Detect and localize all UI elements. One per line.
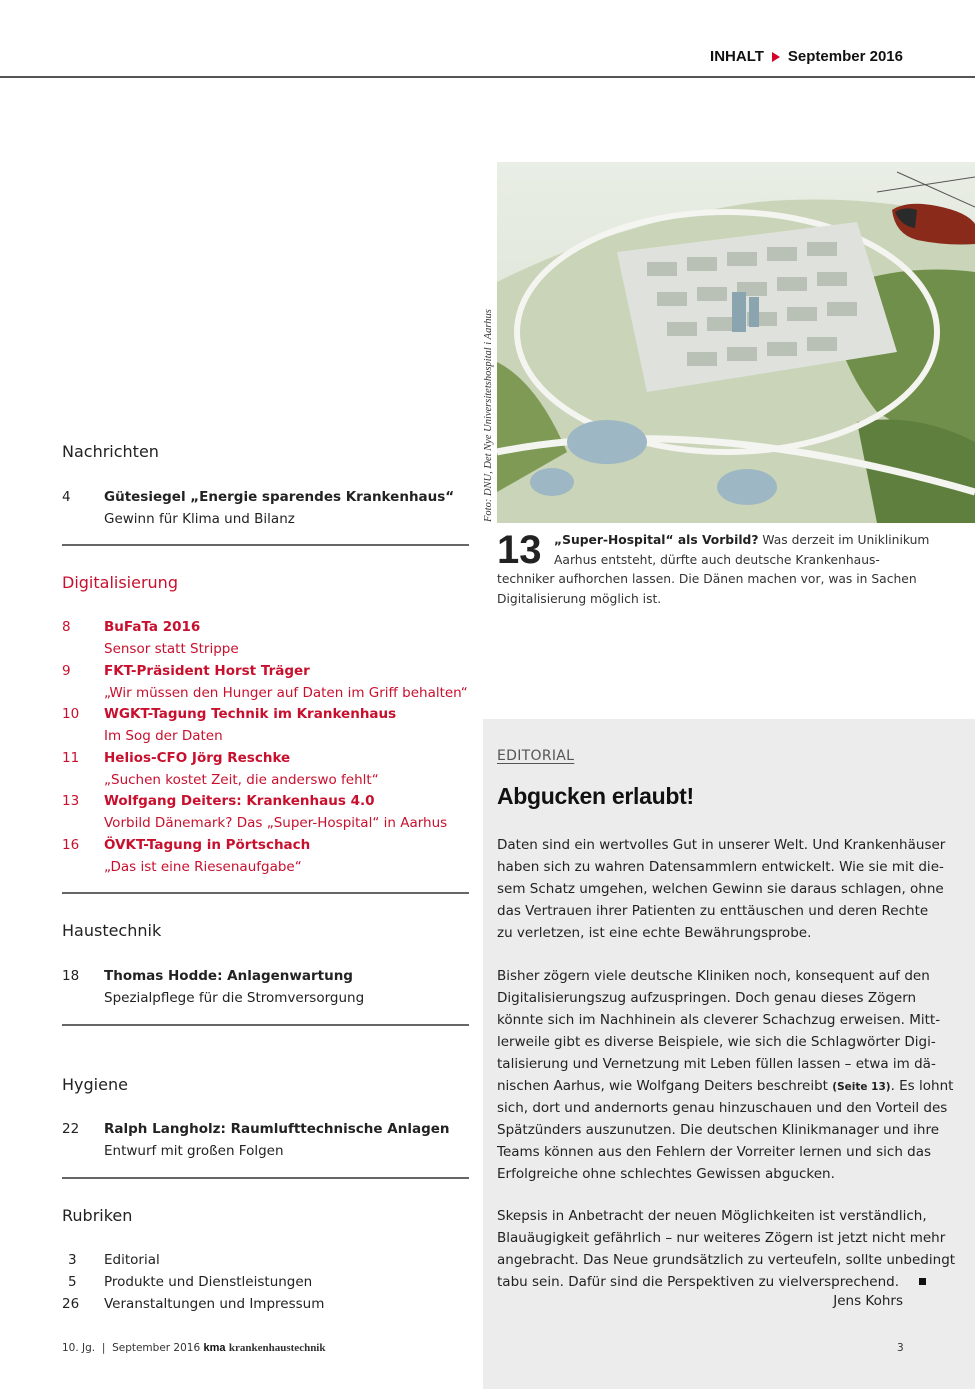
toc-entry-title: BuFaTa 2016 <box>104 619 201 635</box>
section-title-hygiene: Hygiene <box>62 1075 128 1094</box>
paragraph-line <box>497 1272 905 1294</box>
toc-entry-title: Helios-CFO Jörg Reschke <box>104 750 291 766</box>
caption-line: Aarhus entsteht, dürfte auch deutsche Krankenhaus- <box>554 552 880 567</box>
editorial-paragraph <box>497 1206 956 1294</box>
paragraph-line: talisierung und Vernetzung mit Leben füllen lassen – etwa im dä- <box>497 1055 936 1072</box>
caption-lead: „Super-Hospital“ als Vorbild? <box>554 533 759 547</box>
caption-line: Digitalisierung möglich ist. <box>497 591 662 606</box>
paragraph-line: Teams können aus den Fehlern der Vorreiter lernen und sich das <box>497 1144 932 1161</box>
toc-entry-title: Ralph Langholz: Raumlufttechnische Anlagen <box>104 1121 450 1137</box>
caption-line: techniker aufhorchen lassen. Die Dänen machen vor, was in Sachen <box>497 572 917 586</box>
section-divider <box>62 892 469 894</box>
toc-page-number: 16 <box>62 837 80 853</box>
toc-page-number: 4 <box>62 489 71 505</box>
page-reference[interactable]: (Seite 13) <box>832 1080 891 1093</box>
toc-page-number: 5 <box>68 1274 77 1290</box>
line-text: nischen Aarhus, wie Wolfgang Deiters beschreibt <box>497 1077 833 1094</box>
section-title-digitalisierung: Digitalisierung <box>62 573 178 592</box>
editorial-paragraph <box>497 966 954 1186</box>
toc-page-number: 22 <box>62 1121 80 1137</box>
paragraph-line: Blauäugigkeit gefährlich – nur weiteres Zögern ist jetzt nicht mehr <box>497 1229 946 1246</box>
line-text: . Es lohnt <box>890 1077 954 1094</box>
page-header <box>710 48 903 65</box>
photo-credit: Foto: DNU, Det Nye Universitetshospital i Aarhus <box>483 309 494 522</box>
end-mark-icon <box>919 1278 926 1285</box>
toc-page-number: 18 <box>62 968 80 984</box>
paragraph-line: sich, dort und andernorts genau hinzuschauen und den Vorteil des <box>497 1100 948 1117</box>
paragraph-line: Digitalisierungszug aufzuspringen. Doch genau dieses Zögern <box>497 989 917 1006</box>
caption-page-number: 13 <box>497 528 542 572</box>
hospital-aerial-illustration <box>497 162 975 523</box>
toc-entry-title: Gütesiegel „Energie sparendes Krankenhaus“ <box>104 489 455 505</box>
footer-issue: September 2016 <box>112 1342 201 1354</box>
toc-entry-subtitle: Im Sog der Daten <box>104 727 223 744</box>
paragraph-line: zu verletzen, ist eine echte Bewährungsprobe. <box>497 924 812 941</box>
toc-entry-title: Veranstaltungen und Impressum <box>104 1296 325 1312</box>
paragraph-line: Spätzünders auszunutzen. Die deutschen Klinikmanager und ihre <box>497 1122 940 1139</box>
toc-page-number: 10 <box>62 706 80 722</box>
header-issue: September 2016 <box>787 48 903 65</box>
editorial-author: Jens Kohrs <box>833 1293 903 1309</box>
paragraph-line: Erfolgreiche ohne schlechtes Gewissen abgucken. <box>497 1166 835 1183</box>
footer-separator: | <box>101 1342 106 1354</box>
section-divider <box>62 1024 469 1026</box>
header-section: INHALT <box>710 48 764 65</box>
section-divider <box>62 1177 469 1179</box>
caption-text: Was derzeit im Uniklinikum <box>758 533 930 547</box>
toc-page-number: 3 <box>68 1252 77 1268</box>
toc-entry-title: ÖVKT-Tagung in Pörtschach <box>104 837 311 853</box>
toc-entry-subtitle: Spezialpflege für die Stromversorgung <box>104 989 365 1006</box>
paragraph-line <box>497 1076 954 1099</box>
editorial-title: Abgucken erlaubt! <box>497 783 694 809</box>
toc-entry-title: WGKT-Tagung Technik im Krankenhaus <box>104 706 397 722</box>
paragraph-line: das Vertrauen ihrer Patienten zu enttäuschen und deren Rechte <box>497 902 929 919</box>
triangle-icon <box>772 52 780 62</box>
toc-entry-subtitle: Entwurf mit großen Folgen <box>104 1142 284 1159</box>
editorial-label: EDITORIAL <box>497 748 575 764</box>
editorial-paragraph <box>497 835 946 945</box>
toc-entry-subtitle: Sensor statt Strippe <box>104 640 239 657</box>
paragraph-line: lerweile gibt es diverse Beispiele, wie sich die Schlagwörter Digi- <box>497 1033 936 1050</box>
toc-entry-subtitle: Vorbild Dänemark? Das „Super-Hospital“ in Aarhus <box>104 814 448 831</box>
toc-page-number: 9 <box>62 663 71 679</box>
header-rule <box>0 76 975 78</box>
paragraph-line: angebracht. Das Neue grundsätzlich zu verteufeln, sollte unbedingt <box>497 1251 956 1268</box>
paragraph-line: Daten sind ein wertvolles Gut in unserer Welt. Und Krankenhäuser <box>497 837 946 853</box>
toc-page-number: 8 <box>62 619 71 635</box>
toc-entry-title: Thomas Hodde: Anlagenwartung <box>104 968 353 984</box>
photo-caption <box>497 531 930 609</box>
section-title-nachrichten: Nachrichten <box>62 442 159 461</box>
toc-entry-title: FKT-Präsident Horst Träger <box>104 663 310 679</box>
paragraph-line: könnte sich im Nachhinein als cleverer Schachzug erweisen. Mitt- <box>497 1011 941 1028</box>
hospital-aerial-photo <box>497 162 975 523</box>
section-title-haustechnik: Haustechnik <box>62 921 162 940</box>
page-number: 3 <box>897 1342 904 1354</box>
toc-entry-subtitle: „Suchen kostet Zeit, die anderswo fehlt“ <box>104 771 379 788</box>
toc-page-number: 13 <box>62 793 80 809</box>
paragraph-line: Skepsis in Anbetracht der neuen Möglichkeiten ist verständlich, <box>497 1208 927 1224</box>
paragraph-line: haben sich zu wahren Datensammlern entwickelt. Wie sie mit die- <box>497 858 944 875</box>
toc-entry-title: Wolfgang Deiters: Krankenhaus 4.0 <box>104 793 375 809</box>
line-text: tabu sein. Dafür sind die Perspektiven zu vielversprechend. <box>497 1273 900 1290</box>
toc-page-number: 11 <box>62 750 80 766</box>
footer-brand-name: krankenhaustechnik <box>228 1342 326 1354</box>
paragraph-line: sem Schatz umgehen, welchen Gewinn sie daraus schlagen, ohne <box>497 880 944 897</box>
section-divider <box>62 544 469 546</box>
footer-brand-kma: kma <box>203 1342 226 1354</box>
footer-volume: 10. Jg. <box>62 1342 96 1354</box>
toc-entry-title: Produkte und Dienstleistungen <box>104 1274 313 1290</box>
section-title-rubriken: Rubriken <box>62 1206 133 1225</box>
toc-entry-subtitle: Gewinn für Klima und Bilanz <box>104 510 295 527</box>
toc-page-number: 26 <box>62 1296 80 1312</box>
toc-entry-subtitle: „Das ist eine Riesenaufgabe“ <box>104 858 302 875</box>
paragraph-line: Bisher zögern viele deutsche Kliniken noch, konsequent auf den <box>497 968 930 984</box>
toc-entry-subtitle: „Wir müssen den Hunger auf Daten im Griff behalten“ <box>104 684 468 701</box>
toc-entry-title: Editorial <box>104 1252 160 1268</box>
page-footer <box>62 1342 325 1354</box>
caption-line <box>497 531 930 551</box>
